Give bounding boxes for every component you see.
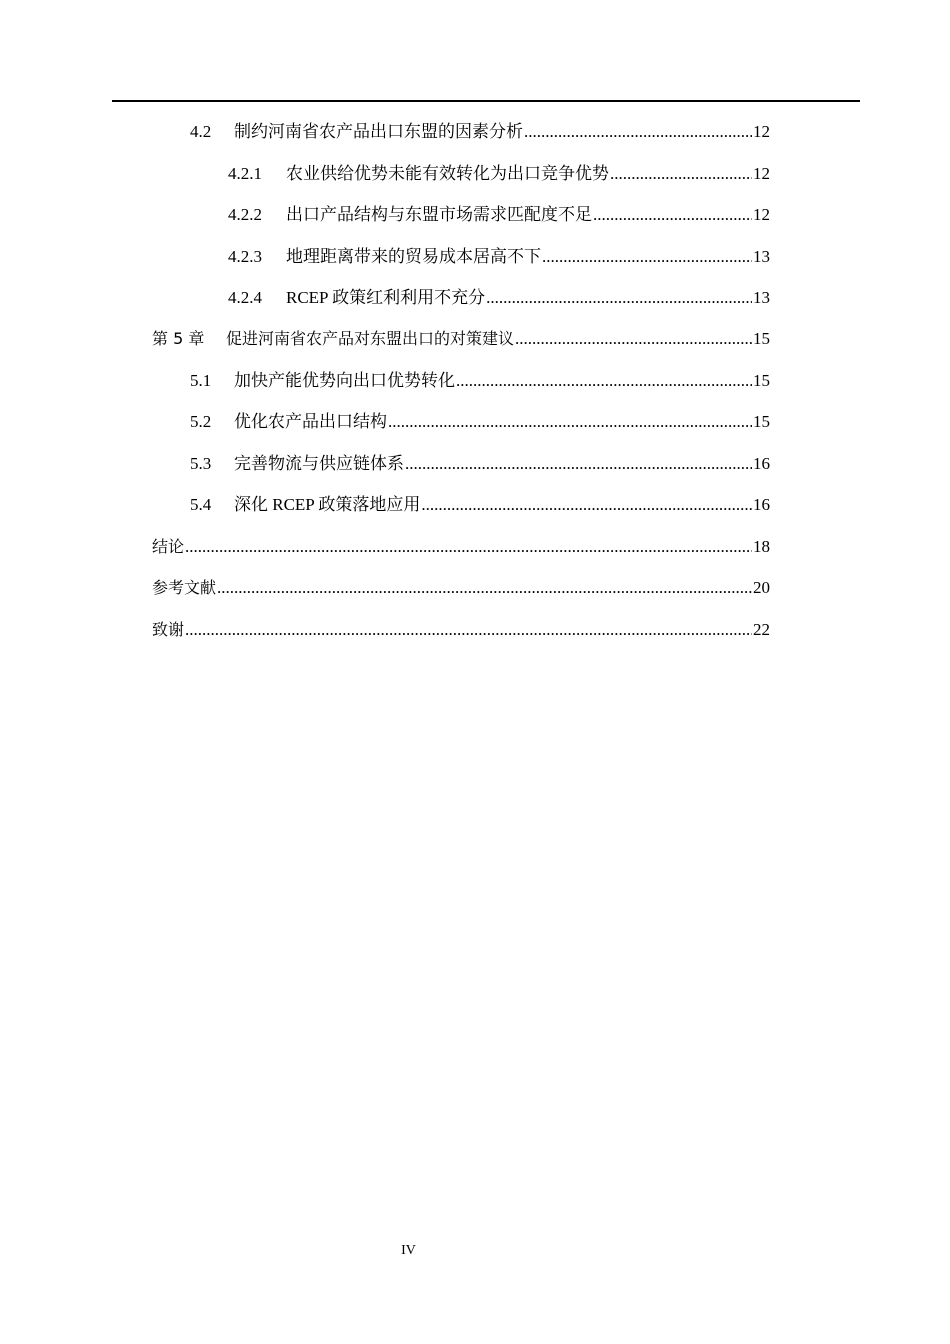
dot-leader [515,327,752,351]
toc-entry-title: 致谢 [152,620,185,639]
toc-entry-5-2[interactable] [190,410,770,434]
toc-entry-title: 出口产品结构与东盟市场需求匹配度不足 [286,205,592,224]
toc-entry-number: 5.1 [190,371,212,390]
toc-entry-number: 4.2.4 [228,288,262,307]
toc-entry-5-1[interactable] [190,369,770,393]
toc-entry-page: 18 [753,537,770,556]
toc-entry-title: 参考文献 [152,578,217,597]
toc-entry-title: 促进河南省农产品对东盟出口的对策建议 [226,329,515,348]
toc-entry-number: 第 5 章 [152,329,205,348]
page-number: IV [401,1243,416,1258]
dot-leader [185,618,752,642]
toc-entry-page: 15 [753,371,770,390]
toc-entry-page: 20 [753,578,770,597]
dot-leader [185,535,752,559]
toc-entry-4-2-3[interactable] [228,245,770,269]
dot-leader [421,493,752,517]
toc-entry-title: 农业供给优势未能有效转化为出口竞争优势 [286,164,609,183]
toc-entry-page: 12 [753,205,770,224]
toc-entry-title: 深化 RCEP 政策落地应用 [234,495,421,514]
toc-entry-number: 5.4 [190,495,212,514]
dot-leader [388,410,752,434]
dot-leader [486,286,752,310]
header-rule [112,100,860,102]
toc-entry-chapter-5[interactable] [152,327,770,351]
toc-entry-number: 4.2.3 [228,247,262,266]
toc-entry-4-2-2[interactable] [228,203,770,227]
dot-leader [542,245,752,269]
dot-leader [610,162,752,186]
toc-entry-page: 16 [753,454,770,473]
toc-entry-page: 22 [753,620,770,639]
toc-entry-title: RCEP 政策红利利用不充分 [286,288,486,307]
toc-entry-page: 15 [753,329,770,348]
toc-entry-5-4[interactable] [190,493,770,517]
toc-entry-page: 13 [753,288,770,307]
toc-entry-acknowledgements[interactable] [152,618,770,642]
toc-entry-page: 12 [753,164,770,183]
toc-entry-number: 4.2 [190,122,212,141]
toc-entry-5-3[interactable] [190,452,770,476]
toc-entry-title: 制约河南省农产品出口东盟的因素分析 [234,122,523,141]
dot-leader [524,120,752,144]
toc-entry-page: 12 [753,122,770,141]
toc-entry-4-2-1[interactable] [228,162,770,186]
toc-entry-4-2-4[interactable] [228,286,770,310]
toc-entry-number: 4.2.2 [228,205,262,224]
dot-leader [217,576,752,600]
toc-entry-title: 地理距离带来的贸易成本居高不下 [286,247,541,266]
dot-leader [456,369,752,393]
dot-leader [405,452,752,476]
toc-entry-title: 完善物流与供应链体系 [234,454,404,473]
toc-entry-4-2[interactable] [190,120,770,144]
toc-entry-title: 优化农产品出口结构 [234,412,387,431]
toc-entry-page: 15 [753,412,770,431]
toc-entry-number: 5.3 [190,454,212,473]
toc-entry-conclusion[interactable] [152,535,770,559]
toc-entry-number: 5.2 [190,412,212,431]
dot-leader [593,203,752,227]
toc-entry-title: 结论 [152,537,185,556]
toc-entry-references[interactable] [152,576,770,600]
toc-entry-title: 加快产能优势向出口优势转化 [234,371,455,390]
toc-entry-page: 13 [753,247,770,266]
toc-entry-page: 16 [753,495,770,514]
toc-entry-number: 4.2.1 [228,164,262,183]
